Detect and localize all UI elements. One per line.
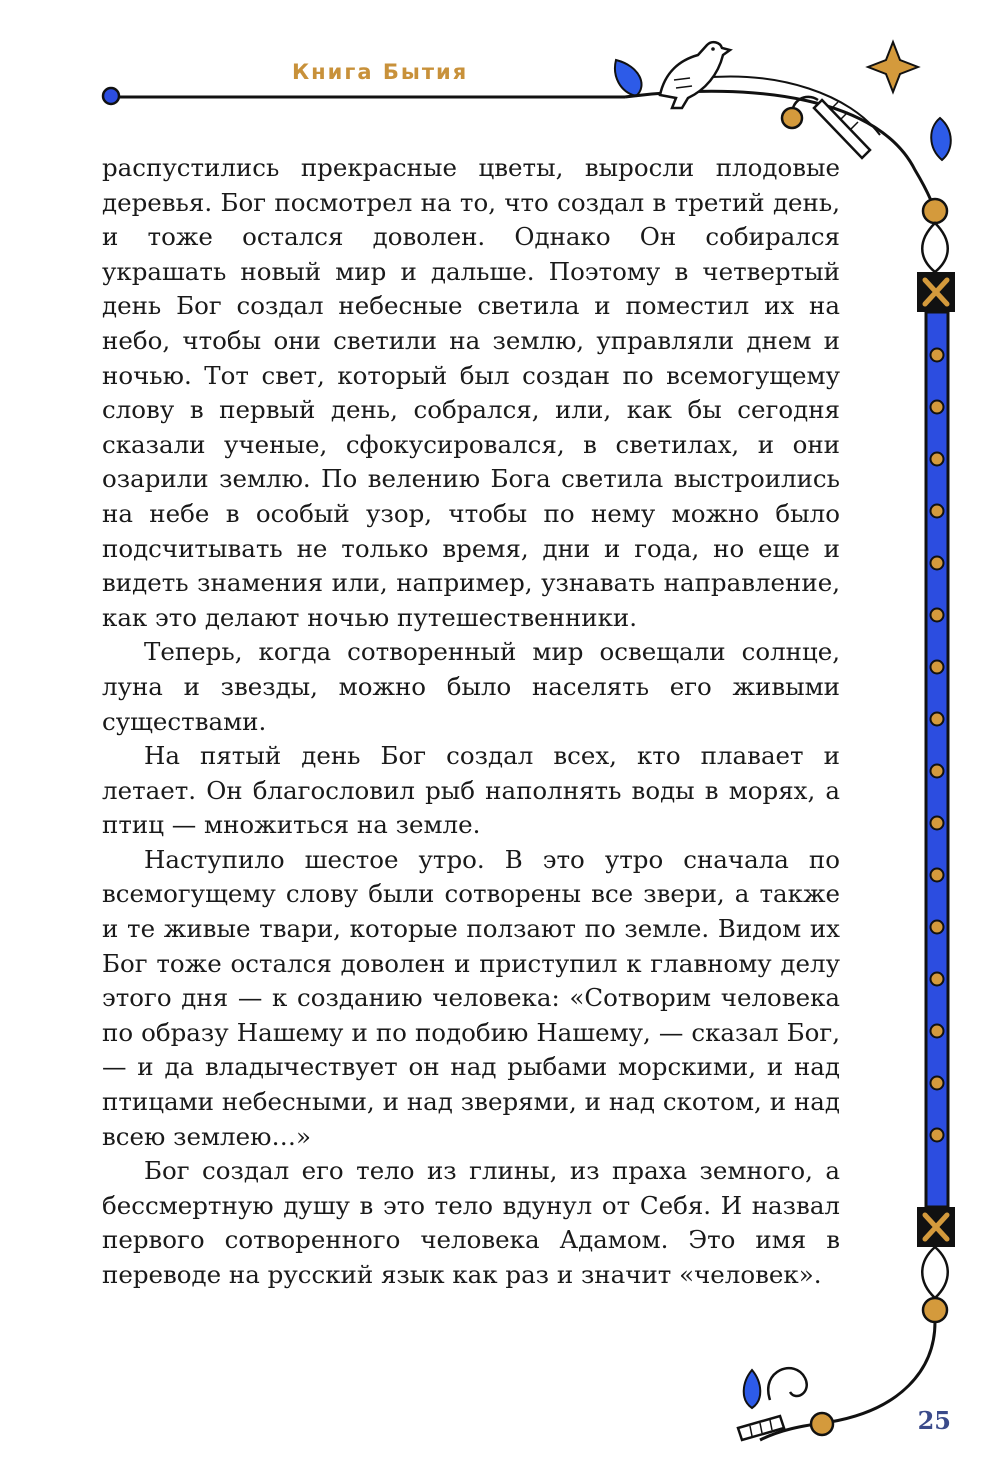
scroll-icon	[814, 100, 870, 158]
column-bead-icon	[931, 921, 944, 934]
lens-connector	[922, 223, 948, 272]
main-text	[102, 151, 840, 1293]
curl-icon	[768, 1368, 807, 1400]
column-bead-icon	[931, 1077, 944, 1090]
paragraph: На пятый день Бог создал всех, кто плавает и летает. Он благословил рыб наполнять воды в морях, а птиц — множиться на земле.	[102, 741, 840, 840]
column-bead-icon	[931, 557, 944, 570]
bird-icon	[660, 42, 730, 108]
column-bead-icon	[931, 349, 944, 362]
column-bead-icon	[931, 1025, 944, 1038]
page-number: 25	[917, 1406, 951, 1435]
bead-icon	[923, 199, 947, 223]
bead-icon	[782, 108, 802, 128]
paragraph: Бог создал его тело из глины, из праха земного, а бессмертную душу в это тело вдунул от Себя. И назвал первого сотворенного человека Адамом. Это имя в переводе на русский язык как раз и значит «человек».	[102, 1156, 840, 1289]
crossed-ribbon-icon	[917, 272, 955, 312]
lens-connector	[922, 1247, 948, 1298]
column-bead-icon	[931, 869, 944, 882]
vine-curve	[760, 1322, 935, 1440]
blue-column	[926, 312, 948, 1207]
column-bead-icon	[931, 609, 944, 622]
running-title: Книга Бытия	[292, 60, 469, 84]
column-bead-icon	[931, 505, 944, 518]
bead-icon	[811, 1413, 833, 1435]
crossed-ribbon-icon	[917, 1207, 955, 1247]
scroll-icon	[738, 1416, 784, 1440]
leaf-icon	[615, 60, 642, 96]
paragraph: Наступило шестое утро. В это утро сначала по всемогущему слову были сотворены все звери, а также и те живые твари, которые ползают по земле. Видом их Бог тоже остался доволен и приступил к главному делу этого дня — к созданию человека: «Сотворим человека по образу Нашему и по подобию Нашему, — сказал Бог, — и да владычествует он над рыбами морскими, и над птицами небесными, и над зверями, и над скотом, и над всею землею…»	[102, 844, 840, 1151]
column-bead-icon	[931, 661, 944, 674]
bead-icon	[923, 1298, 947, 1322]
leaf-icon	[744, 1370, 761, 1408]
header-bead-icon	[103, 88, 119, 104]
column-bead-icon	[931, 817, 944, 830]
paragraph: распустились прекрасные цветы, выросли плодовые деревья. Бог посмотрел на то, что создал в третий день, и тоже остался доволен. Однако Он собирался украшать новый мир и дальше. Поэтому в четвертый день Бог создал небесные светила и поместил их на небо, чтобы они светили на землю, управляли днем и ночью. Тот свет, который был создан по всемогущему слову в первый день, собрался, или, как бы сегодня сказали ученые, сфокусировался, в светилах, и они озарили землю. По велению Бога светила выстроились на небе в особый узор, чтобы по нему можно было подсчитывать не только время, дни и года, но еще и видеть знамения или, например, узнавать направление, как это делают ночью путешественники.	[102, 153, 840, 632]
column-bead-icon	[931, 453, 944, 466]
column-bead-icon	[931, 401, 944, 414]
column-bead-icon	[931, 973, 944, 986]
leaf-icon	[931, 118, 951, 160]
paragraph: Теперь, когда сотворенный мир освещали солнце, луна и звезды, можно было населять его живыми существами.	[102, 637, 840, 736]
star-icon	[868, 42, 918, 92]
column-bead-icon	[931, 713, 944, 726]
column-bead-icon	[931, 1129, 944, 1142]
column-bead-icon	[931, 765, 944, 778]
